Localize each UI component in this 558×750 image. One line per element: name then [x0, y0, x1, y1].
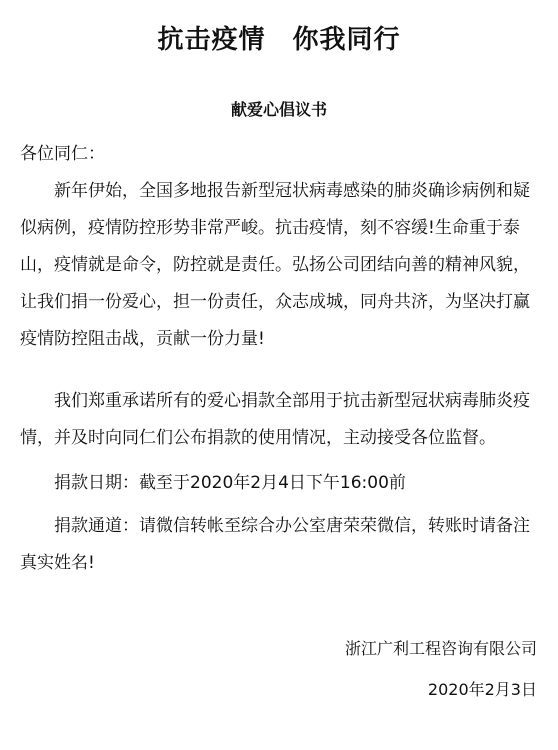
- document-subtitle: 献爱心倡议书: [230, 100, 327, 119]
- signature-date: 2020年2月3日: [427, 680, 537, 699]
- paragraph-commitment: 我们郑重承诺所有的爱心捐款全部用于抗击新型冠状病毒肺炎疫情，并及时向同仁们公布捐款的使用情况，主动接受各位监督。: [20, 391, 530, 448]
- document-title: 抗击疫情 你我同行: [157, 25, 401, 55]
- paragraph-intro: 新年伊始，全国多地报告新型冠状病毒感染的肺炎确诊病例和疑似病例，疫情防控形势非常严峻。抗击疫情，刻不容缓!生命重于泰山，疫情就是命令，防控就是责任。弘扬公司团结向善的精神风貌，让我们捐一份爱心，担一份责任，众志成城，同舟共济，为坚决打赢疫情防控阻击战，贡献一份力量!: [20, 181, 530, 349]
- signature-company: 浙江广利工程咨询有限公司: [344, 639, 537, 658]
- paragraph-donation-date: 捐款日期：截至于2020年2月4日下午16:00前: [54, 473, 406, 493]
- paragraph-donation-channel: 捐款通道：请微信转帐至综合办公室唐荣荣微信，转账时请备注真实姓名!: [20, 516, 530, 573]
- greeting: 各位同仁：: [20, 144, 105, 164]
